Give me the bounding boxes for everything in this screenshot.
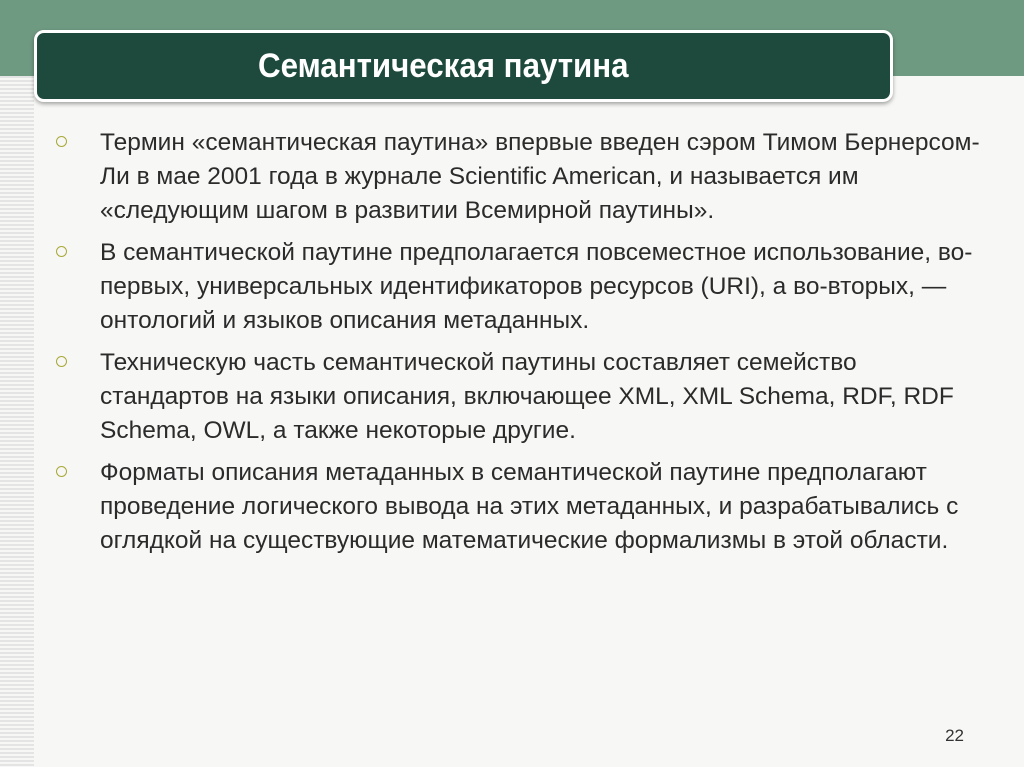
bullet-list xyxy=(56,126,986,566)
circle-bullet-icon xyxy=(56,356,67,367)
bullet-item xyxy=(56,126,986,228)
bullet-item xyxy=(56,236,986,338)
circle-bullet-icon xyxy=(56,136,67,147)
bullet-text: Форматы описания метаданных в семантической паутине предполагают проведение логического вывода на этих метаданных, и разрабатывались с оглядкой на существующие математические формализмы в этой области. xyxy=(100,459,959,554)
page-number: 22 xyxy=(945,726,964,745)
slide-title: Семантическая паутина xyxy=(258,46,629,85)
title-bar xyxy=(34,30,893,102)
bullet-item xyxy=(56,456,986,558)
circle-bullet-icon xyxy=(56,466,67,477)
bullet-text: Техническую часть семантической паутины составляет семейство стандартов на языки описания, включающее XML, XML Schema, RDF, RDF Schema, OWL, а также некоторые другие. xyxy=(100,349,954,444)
circle-bullet-icon xyxy=(56,246,67,257)
bullet-text: В семантической паутине предполагается повсеместное использование, во-первых, универсальных идентификаторов ресурсов (URI), а во-вторых, — онтологий и языков описания метаданных. xyxy=(100,239,973,334)
bullet-item xyxy=(56,346,986,448)
left-decor-stripe xyxy=(0,76,34,767)
bullet-text: Термин «семантическая паутина» впервые введен сэром Тимом Бернерсом-Ли в мае 2001 года в журнале Scientific American, и называется им «следующим шагом в развитии Всемирной паутины». xyxy=(100,129,980,224)
